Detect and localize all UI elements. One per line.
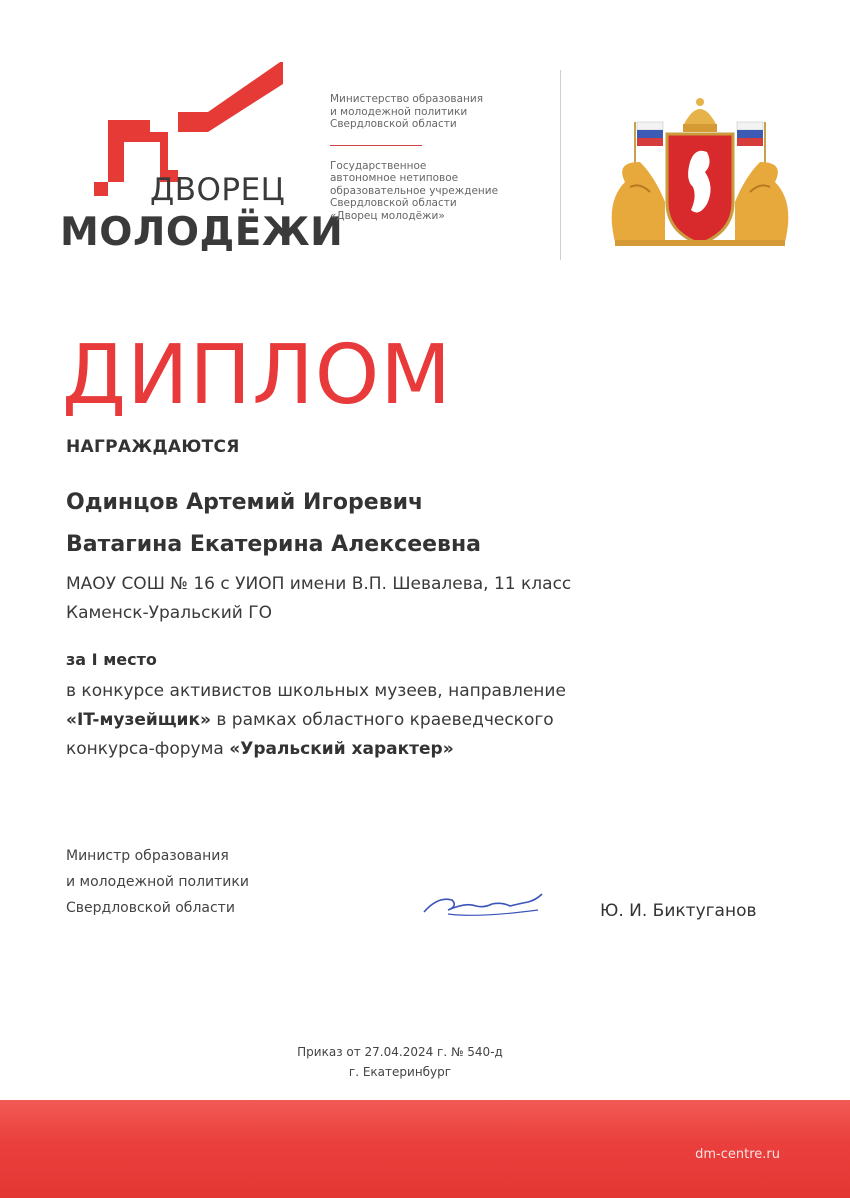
order-reference (0, 1042, 800, 1082)
org-institution-line: Государственное (330, 159, 427, 172)
org-institution-line: образовательное учреждение (330, 184, 499, 197)
desc-text: в конкурсе активистов школьных музеев, направление (66, 681, 566, 701)
desc-text: в рамках областного краеведческого (210, 710, 554, 730)
city-line: г. Екатеринбург (348, 1065, 452, 1079)
order-line: Приказ от 27.04.2024 г. № 540-д (297, 1045, 503, 1059)
sverdlovsk-coat-of-arms-icon (595, 92, 805, 252)
school-line: МАОУ СОШ № 16 с УИОП имени В.П. Шевалева, 11 класс (66, 574, 572, 594)
minister-position-line: и молодежной политики (66, 874, 249, 890)
logo-text-dvorets: ДВОРЕЦ (150, 172, 286, 208)
minister-position-line: Министр образования (66, 848, 229, 864)
org-institution-line: Свердловской области (330, 197, 457, 209)
org-ministry-line: Министерство образования (330, 93, 484, 105)
signer-name: Ю. И. Биктуганов (600, 901, 757, 921)
recipient-name: Ватагина Екатерина Алексеевна (66, 532, 482, 557)
header-vertical-separator (560, 70, 561, 260)
award-description (66, 677, 786, 764)
desc-text: конкурса-форума (66, 739, 230, 759)
website-link[interactable]: dm-centre.ru (695, 1147, 780, 1162)
handwritten-signature-icon (418, 882, 548, 926)
award-place: за I место (66, 650, 157, 669)
diploma-title: ДИПЛОМ (62, 328, 453, 423)
desc-bold-direction: «IT-музейщик» (66, 710, 211, 730)
org-divider (330, 145, 422, 146)
minister-position-line: Свердловской области (66, 900, 235, 916)
org-institution-line: автономное нетиповое (330, 172, 459, 184)
organization-block (330, 93, 550, 222)
org-ministry-line: Свердловской области (330, 118, 457, 130)
recipient-name: Одинцов Артемий Игоревич (66, 490, 424, 515)
minister-position (66, 843, 249, 921)
logo-text-molodezhi: МОЛОДЁЖИ (60, 210, 344, 255)
awarded-heading: НАГРАЖДАЮТСЯ (66, 437, 240, 457)
org-ministry-line: и молодежной политики (330, 105, 468, 118)
desc-bold-forum: «Уральский характер» (229, 739, 454, 759)
district-line: Каменск-Уральский ГО (66, 603, 272, 623)
org-institution-line: «Дворец молодёжи» (330, 209, 445, 222)
